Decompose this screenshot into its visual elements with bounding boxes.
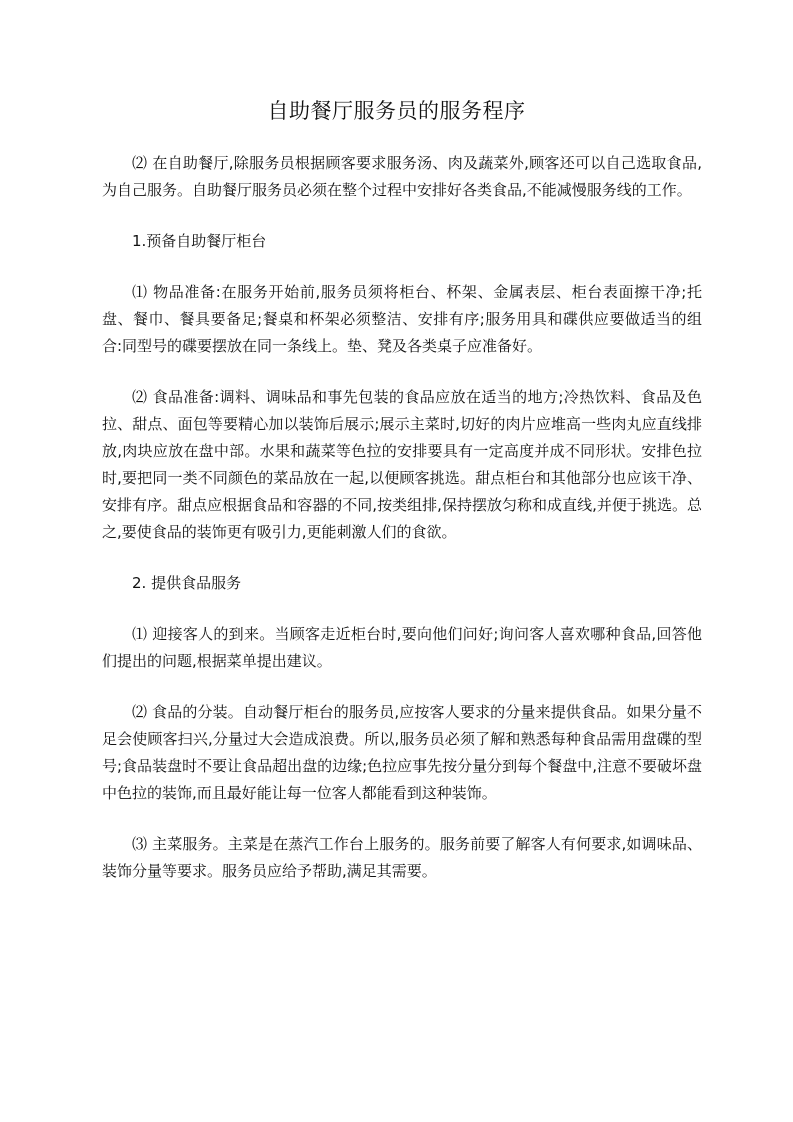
document-body: [102, 150, 702, 909]
section-heading-prepare-counter: 1.预备自助餐厅柜台: [132, 232, 267, 250]
paragraph-portioning: ⑵ 食品的分装。自动餐厅柜台的服务员,应按客人要求的分量来提供食品。如果分量不足会使顾客扫兴,分量过大会造成浪费。所以,服务员必须了解和熟悉每种食品需用盘碟的型号;食品装盘时不要让食品超出盘的边缘;色拉应事先按分量分到每个餐盘中,注意不要破坏盘中色拉的装饰,而且最好能让每一位客人都能看到这种装饰。: [102, 703, 702, 802]
paragraph-food-preparation: ⑵ 食品准备:调料、调味品和事先包装的食品应放在适当的地方;冷热饮料、食品及色拉、甜点、面包等要精心加以装饰后展示;展示主菜时,切好的肉片应堆高一些肉丸应直线排放,肉块应放在盘中部。水果和蔬菜等色拉的安排要具有一定高度并成不同形状。安排色拉时,要把同一类不同颜色的菜品放在一起,以便顾客挑选。甜点柜台和其他部分也应该干净、安排有序。甜点应根据食品和容器的不同,按类组排,保持摆放匀称和成直线,并便于挑选。总之,要使食品的装饰更有吸引力,更能刺激人们的食欲。: [102, 388, 702, 541]
page-title: 自助餐厅服务员的服务程序: [267, 99, 526, 123]
paragraph-item-preparation: ⑴ 物品准备:在服务开始前,服务员须将柜台、杯架、金属表层、柜台表面擦干净;托盘、餐巾、餐具要备足;餐桌和杯架必须整洁、安排有序;服务用具和碟供应要做适当的组合:同型号的碟要摆放在同一条线上。垫、凳及各类桌子应准备好。: [102, 283, 702, 355]
paragraph-main-course: ⑶ 主菜服务。主菜是在蒸汽工作台上服务的。服务前要了解客人有何要求,如调味品、装饰分量等要求。服务员应给予帮助,满足其需要。: [102, 835, 702, 880]
paragraph-intro: ⑵ 在自助餐厅,除服务员根据顾客要求服务汤、肉及蔬菜外,顾客还可以自己选取食品,为自己服务。自助餐厅服务员必须在整个过程中安排好各类食品,不能减慢服务线的工作。: [102, 154, 702, 199]
paragraph-greet-guests: ⑴ 迎接客人的到来。当顾客走近柜台时,要向他们问好;询问客人喜欢哪种食品,回答他们提出的问题,根据菜单提出建议。: [102, 625, 702, 670]
section-heading-food-service: 2. 提供食品服务: [132, 574, 242, 592]
